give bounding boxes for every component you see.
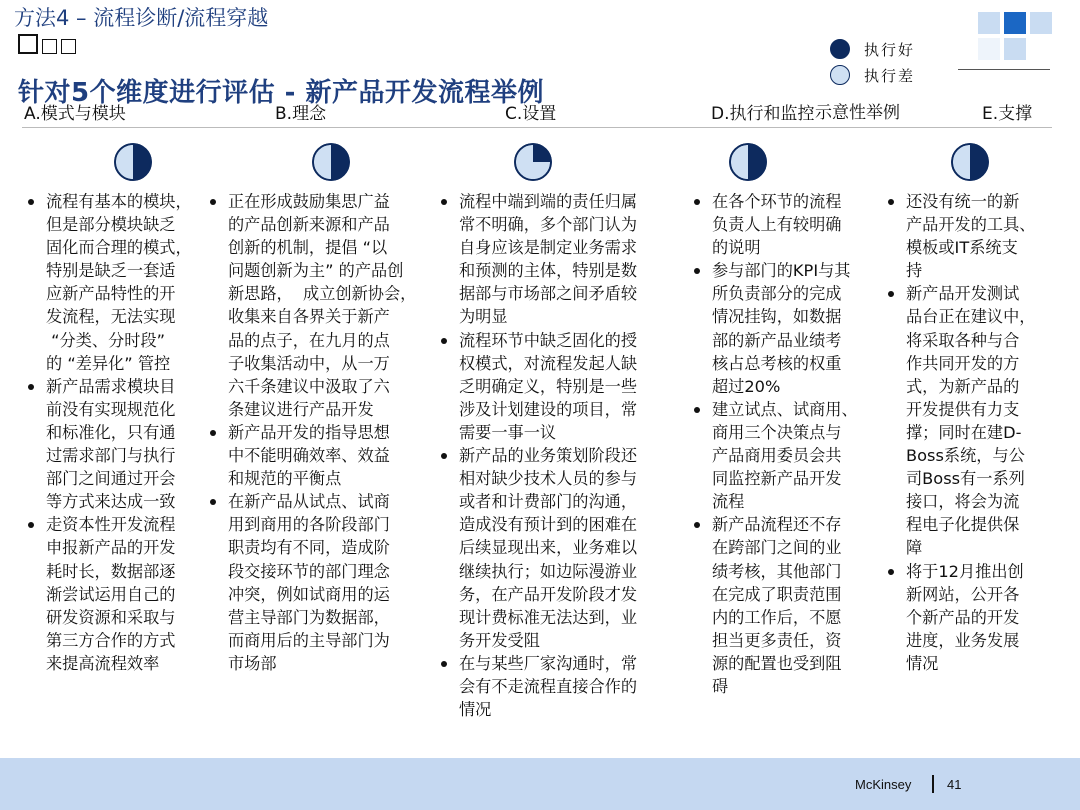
bullet-line: 在完成了职责范围 xyxy=(712,584,842,604)
legend-divider xyxy=(958,69,1050,70)
bullet-item xyxy=(206,190,416,421)
bullet-line: 前没有实现规范化 xyxy=(46,399,176,419)
bullet-line: 的产品创新来源和产品 xyxy=(228,215,390,235)
checkbox-small xyxy=(42,39,57,54)
bullet-line: 发流程，无法实现 xyxy=(46,307,176,327)
bullet-line: 开发提供有力支 xyxy=(906,399,1020,419)
bullet-line: 问题创新为主” 的产品创 xyxy=(228,261,404,281)
column-body-a xyxy=(24,190,192,675)
footer-separator xyxy=(932,775,934,793)
bullet-line: 模板或IT系统支 xyxy=(906,238,1018,258)
bullet-line: 营主导部门为数据部， xyxy=(228,607,390,627)
bullet-line: 新网站，公开各 xyxy=(906,584,1020,604)
bullet-item xyxy=(206,490,416,675)
bullet-line: 走资本性开发流程 xyxy=(46,515,176,535)
bullet-line: 六千条建议中汲取了六 xyxy=(228,376,390,396)
legend xyxy=(830,36,915,88)
bullet-line: 情况 xyxy=(459,700,492,720)
main-title: 针对5个维度进行评估 - 新产品开发流程举例 xyxy=(18,78,544,108)
column-header-c: C.设置 xyxy=(505,104,557,124)
bullet-line: 负责人上有较明确 xyxy=(712,215,842,235)
checkbox-small xyxy=(61,39,76,54)
bullet-line: 司Boss有一系列 xyxy=(906,469,1025,489)
bullet-line: 部门之间通过开会 xyxy=(46,469,176,489)
bullet-line: 将采取各种与合 xyxy=(906,330,1020,350)
bullet-line: 式，为新产品的 xyxy=(906,376,1020,396)
bullet-line: 和标准化，只有通 xyxy=(46,422,176,442)
bullet-line: 流程 xyxy=(712,492,745,512)
bullet-line: 源的配置也受到阻 xyxy=(712,653,842,673)
bullet-line: 持 xyxy=(906,261,923,281)
bullet-line: 研发资源和采取与 xyxy=(46,607,176,627)
bullet-line: 接口，将会为流 xyxy=(906,492,1020,512)
bullet-line: 新产品开发的指导思想 xyxy=(228,422,390,442)
pie-filled-portion xyxy=(748,144,766,180)
legend-poor-row xyxy=(830,62,915,88)
bullet-line: 会有不走流程直接合作的 xyxy=(459,676,638,696)
bullet-line: 在跨部门之间的业 xyxy=(712,538,842,558)
corner-logo-graphic xyxy=(978,12,1052,62)
bullet-line: 权模式，对流程发起人缺 xyxy=(459,353,638,373)
bullet-line: 在各个环节的流程 xyxy=(712,192,842,211)
bullet-line: 部的新产品业绩考 xyxy=(712,330,842,350)
bullet-line: 核占总考核的权重 xyxy=(712,353,842,373)
bullet-line: 在新产品从试点、试商 xyxy=(228,492,390,512)
bullet-line: 正在形成鼓励集思广益 xyxy=(228,192,390,211)
bullet-line: 造成没有预计到的困难在 xyxy=(459,515,638,535)
bullet-line: 撑；同时在建D- xyxy=(906,422,1022,442)
checkbox-large xyxy=(18,34,38,54)
header-divider xyxy=(22,127,1052,128)
bullet-item xyxy=(437,444,637,652)
bullet-line: 流程有基本的模块， xyxy=(46,192,192,211)
bullet-item xyxy=(690,513,858,698)
bullet-line: 而商用后的主导部门为 xyxy=(228,630,390,650)
bullet-line: 过需求部门与执行 xyxy=(46,446,176,466)
bullet-line: 乏明确定义，特别是一些 xyxy=(459,376,638,396)
bullet-line: 但是部分模块缺乏 xyxy=(46,215,176,235)
bullet-item xyxy=(437,190,637,329)
column-header-e: E.支撑 xyxy=(982,104,1033,124)
footer-band xyxy=(0,758,1080,810)
bullet-item xyxy=(884,190,1036,282)
rating-pie-icon-c xyxy=(513,142,553,182)
legend-good-row xyxy=(830,36,915,62)
bullet-line: 申报新产品的开发 xyxy=(46,538,176,558)
bullet-line: 个新产品的开发 xyxy=(906,607,1020,627)
pie-filled-portion xyxy=(331,144,349,180)
bullet-line: 涉及计划建设的项目，常 xyxy=(459,399,638,419)
rating-pie-icon-e xyxy=(950,142,990,182)
bullet-line: 或者和计费部门的沟通， xyxy=(459,492,638,512)
column-header-a: A.模式与模块 xyxy=(24,104,126,124)
bullet-line: 和规范的平衡点 xyxy=(228,469,342,489)
bullet-line: 等方式来达成一致 xyxy=(46,492,176,512)
bullet-line: 绩考核，其他部门 xyxy=(712,561,842,581)
bullet-line: 应新产品特性的开 xyxy=(46,284,176,304)
bullet-line: 参与部门的KPI与其 xyxy=(712,261,851,281)
bullet-line: 第三方合作的方式 xyxy=(46,630,176,650)
column-header-d: D.执行和监控 xyxy=(711,104,815,124)
bullet-line: 需要一事一议 xyxy=(459,422,557,442)
bullet-line: 来提高流程效率 xyxy=(46,653,160,673)
pie-filled-portion xyxy=(970,144,988,180)
bullet-item xyxy=(690,259,858,398)
bullet-line: 在与某些厂家沟通时，常 xyxy=(459,653,638,673)
column-body-c xyxy=(437,190,637,721)
bullet-line: 产品商用委员会共 xyxy=(712,446,842,466)
bullet-line: 新产品开发测试 xyxy=(906,284,1020,304)
bullet-line: 将于12月推出创 xyxy=(906,561,1024,581)
bullet-line: 流程中端到端的责任归属 xyxy=(459,192,638,211)
bullet-item xyxy=(24,513,192,675)
bullet-line: 和预测的主体，特别是数 xyxy=(459,261,638,281)
bullet-item xyxy=(884,560,1036,675)
bullet-line: 特别是缺乏一套适 xyxy=(46,261,176,281)
bullet-line: 新产品流程还不存 xyxy=(712,515,842,535)
bullet-line: 自身应该是制定业务需求 xyxy=(459,238,638,258)
rating-pie-icon-b xyxy=(311,142,351,182)
bullet-item xyxy=(690,190,858,259)
bullet-line: 继续执行；如边际漫游业 xyxy=(459,561,638,581)
bullet-item xyxy=(206,421,416,490)
light-circle-icon xyxy=(830,65,850,85)
page-number: 41 xyxy=(947,777,962,792)
bullet-line: 中不能明确效率、效益 xyxy=(228,446,390,466)
bullet-line: 职责均有不同，造成阶 xyxy=(228,538,390,558)
column-body-b xyxy=(206,190,416,675)
legend-good-label: 执行好 xyxy=(864,40,916,59)
bullet-line: 务，在产品开发阶段才发 xyxy=(459,584,638,604)
placeholder-checkboxes xyxy=(18,34,76,54)
bullet-line: 渐尝试运用自己的 xyxy=(46,584,176,604)
bullet-line: 据部与市场部之间矛盾较 xyxy=(459,284,638,304)
bullet-line: 内的工作后，不愿 xyxy=(712,607,842,627)
bullet-line: 障 xyxy=(906,538,923,558)
bullet-line: 作共同开发的方 xyxy=(906,353,1020,373)
bullet-line: 常不明确，多个部门认为 xyxy=(459,215,638,235)
bullet-line: 商用三个决策点与 xyxy=(712,422,842,442)
bullet-item xyxy=(24,375,192,514)
bullet-line: 后续显现出来，业务难以 xyxy=(459,538,638,558)
legend-poor-label: 执行差 xyxy=(864,66,916,85)
bullet-item xyxy=(437,652,637,721)
bullet-line: 固化而合理的模式， xyxy=(46,238,192,258)
bullet-line: 新思路， 成立创新协会， xyxy=(228,284,417,304)
bullet-line: “分类、分时段” xyxy=(46,330,166,350)
bullet-line: 担当更多责任，资 xyxy=(712,630,842,650)
bullet-line: 子收集活动中，从一万 xyxy=(228,353,390,373)
bullet-line: 现计费标准无法达到，业 xyxy=(459,607,638,627)
bullet-line: 收集来自各界关于新产 xyxy=(228,307,390,327)
column-body-d xyxy=(690,190,858,698)
bullet-line: 品的点子，在九月的点 xyxy=(228,330,390,350)
column-header-b: B.理念 xyxy=(275,104,327,124)
bullet-item xyxy=(884,282,1036,559)
bullet-line: 相对缺少技术人员的参与 xyxy=(459,469,638,489)
bullet-line: 务开发受阻 xyxy=(459,630,540,650)
bullet-line: 超过20% xyxy=(712,376,781,396)
bullet-item xyxy=(24,190,192,375)
bullet-line: 创新的机制，提倡 “以 xyxy=(228,238,388,258)
bullet-line: 的 “差异化” 管控 xyxy=(46,353,171,373)
dark-circle-icon xyxy=(830,39,850,59)
bullet-line: 耗时长，数据部逐 xyxy=(46,561,176,581)
bullet-line: 同监控新产品开发 xyxy=(712,469,842,489)
column-body-e xyxy=(884,190,1036,675)
bullet-line: 情况挂钩，如数据 xyxy=(712,307,842,327)
bullet-line: 新产品的业务策划阶段还 xyxy=(459,446,638,466)
bullet-line: 还没有统一的新 xyxy=(906,192,1020,211)
bullet-line: 段交接环节的部门理念 xyxy=(228,561,390,581)
bullet-line: 进度，业务发展 xyxy=(906,630,1020,650)
bullet-line: 用到商用的各阶段部门 xyxy=(228,515,390,535)
bullet-line: 为明显 xyxy=(459,307,508,327)
bullet-line: 品台正在建议中， xyxy=(906,307,1036,327)
bullet-line: Boss系统，与公 xyxy=(906,446,1025,466)
bullet-line: 新产品需求模块目 xyxy=(46,376,176,396)
bullet-line: 的说明 xyxy=(712,238,761,258)
bullet-line: 市场部 xyxy=(228,653,277,673)
bullet-item xyxy=(437,329,637,444)
illustrative-example-note: 示意性举例 xyxy=(815,103,900,123)
bullet-line: 碍 xyxy=(712,676,729,696)
pie-filled-portion xyxy=(133,144,151,180)
bullet-line: 流程环节中缺乏固化的授 xyxy=(459,330,638,350)
bullet-line: 所负责部分的完成 xyxy=(712,284,842,304)
bullet-line: 冲突，例如试商用的运 xyxy=(228,584,390,604)
bullet-line: 程电子化提供保 xyxy=(906,515,1020,535)
slide-section-label: 方法4 – 流程诊断/流程穿越 xyxy=(14,6,269,30)
bullet-line: 产品开发的工具、 xyxy=(906,215,1036,235)
bullet-line: 情况 xyxy=(906,653,939,673)
rating-pie-icon-d xyxy=(728,142,768,182)
bullet-line: 条建议进行产品开发 xyxy=(228,399,374,419)
bullet-line: 建立试点、试商用、 xyxy=(712,399,858,419)
bullet-item xyxy=(690,398,858,513)
footer-brand: McKinsey xyxy=(855,777,912,792)
rating-pie-icon-a xyxy=(113,142,153,182)
